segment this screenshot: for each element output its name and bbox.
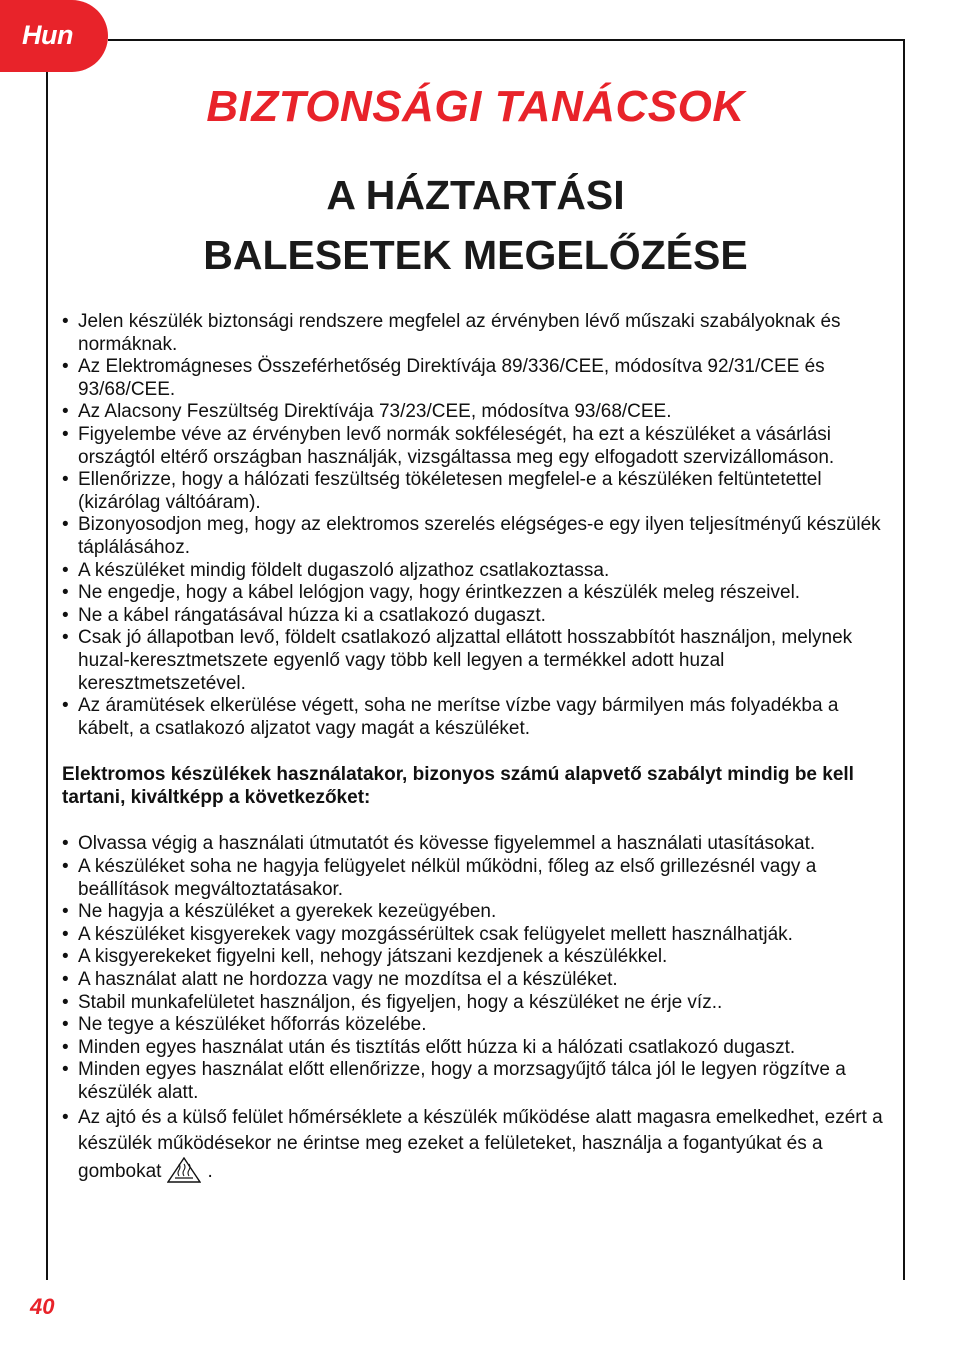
- list-item: • A készüléket mindig földelt dugaszoló aljzathoz csatlakoztassa.: [62, 560, 892, 583]
- language-tab: [0, 0, 108, 72]
- list-item: • A készüléket kisgyerekek vagy mozgássérültek csak felügyelet mellett használhatják.: [62, 924, 892, 947]
- safety-content: [62, 311, 892, 1185]
- list-item: • A készüléket soha ne hagyja felügyelet nélkül működni, főleg az első grillezésnél vagy a beállítások megváltoztatásakor.: [62, 856, 892, 901]
- list-item: • Ne engedje, hogy a kábel lelógjon vagy, hogy érintkezzen a készülék meleg részeivel.: [62, 582, 892, 605]
- list-item: • Figyelembe véve az érvényben levő normák sokféleségét, ha ezt a készüléket a vásárlási országtól eltérő országban használják, vizsgáltassa meg egy elfogadott szervizállomáson.: [62, 424, 892, 469]
- list-item: • Minden egyes használat előtt ellenőrizze, hogy a morzsagyűjtő tálca jól le legyen rögzítve a készülék alatt.: [62, 1059, 892, 1104]
- page-number: 40: [30, 1294, 55, 1319]
- subtitle-line-2: BALESETEK MEGELŐZÉSE: [203, 232, 748, 278]
- safety-list-1: [62, 311, 892, 740]
- list-item: • Bizonyosodjon meg, hogy az elektromos szerelés elégséges-e egy ilyen teljesítményű készülék táplálásához.: [62, 514, 892, 559]
- list-item-hot-surface: [62, 1105, 892, 1185]
- list-item: • Az Elektromágneses Összeférhetőség Direktívája 89/336/CEE, módosítva 92/31/CEE és 93/68/CEE.: [62, 356, 892, 401]
- language-label: Hun: [22, 20, 73, 50]
- hot-surface-text-end: .: [207, 1160, 213, 1182]
- frame-right-border: [903, 39, 905, 1280]
- list-item: • Csak jó állapotban levő, földelt csatlakozó aljzattal ellátott hosszabbítót használjon, melynek huzal-keresztmetszete egyenlő vagy több kell legyen a termékkel adott huzal keresztmetszetével.: [62, 627, 892, 695]
- list-item: • Ellenőrizze, hogy a hálózati feszültség tökéletesen megfelel-e a készüléken feltüntetettel (kizárólag váltóáram).: [62, 469, 892, 514]
- safety-list-2: [62, 833, 892, 1184]
- hot-surface-warning-icon: [167, 1157, 201, 1183]
- list-item: • A használat alatt ne hordozza vagy ne mozdítsa el a készüléket.: [62, 969, 892, 992]
- subtitle-line-1: A HÁZTARTÁSI: [326, 172, 625, 218]
- list-item: • A kisgyerekeket figyelni kell, nehogy játszani kezdjenek a készülékkel.: [62, 946, 892, 969]
- list-item: • Ne tegye a készüléket hőforrás közelébe.: [62, 1014, 892, 1037]
- list-item: • Jelen készülék biztonsági rendszere megfelel az érvényben lévő műszaki szabályoknak és normáknak.: [62, 311, 892, 356]
- list-item: • Minden egyes használat után és tisztítás előtt húzza ki a hálózati csatlakozó dugaszt.: [62, 1037, 892, 1060]
- frame-top-border: [108, 39, 905, 41]
- list-item: • Az Alacsony Feszültség Direktívája 73/23/CEE, módosítva 93/68/CEE.: [62, 401, 892, 424]
- list-item: • Stabil munkafelületet használjon, és figyeljen, hogy a készüléket ne érje víz..: [62, 992, 892, 1015]
- list-item: • Az áramütések elkerülése végett, soha ne merítse vízbe vagy bármilyen más folyadékba a kábelt, a csatlakozó aljzatot vagy magát a készüléket.: [62, 695, 892, 740]
- hot-surface-text: Az ajtó és a külső felület hőmérséklete a készülék működése alatt magasra emelkedhet, ezért a készülék működésekor ne érintse meg ezeket a felületeket, használja a fogantyúkat és a gombokat: [78, 1106, 883, 1182]
- list-item: • Ne hagyja a készüléket a gyerekek kezeügyében.: [62, 901, 892, 924]
- page-title: BIZTONSÁGI TANÁCSOK: [206, 82, 745, 131]
- list-item: • Olvassa végig a használati útmutatót és kövesse figyelemmel a használati utasításokat.: [62, 833, 892, 856]
- rules-intro-paragraph: Elektromos készülékek használatakor, bizonyos számú alapvető szabályt mindig be kell tartani, kiváltképp a következőket:: [62, 764, 854, 808]
- list-item: • Ne a kábel rángatásával húzza ki a csatlakozó dugaszt.: [62, 605, 892, 628]
